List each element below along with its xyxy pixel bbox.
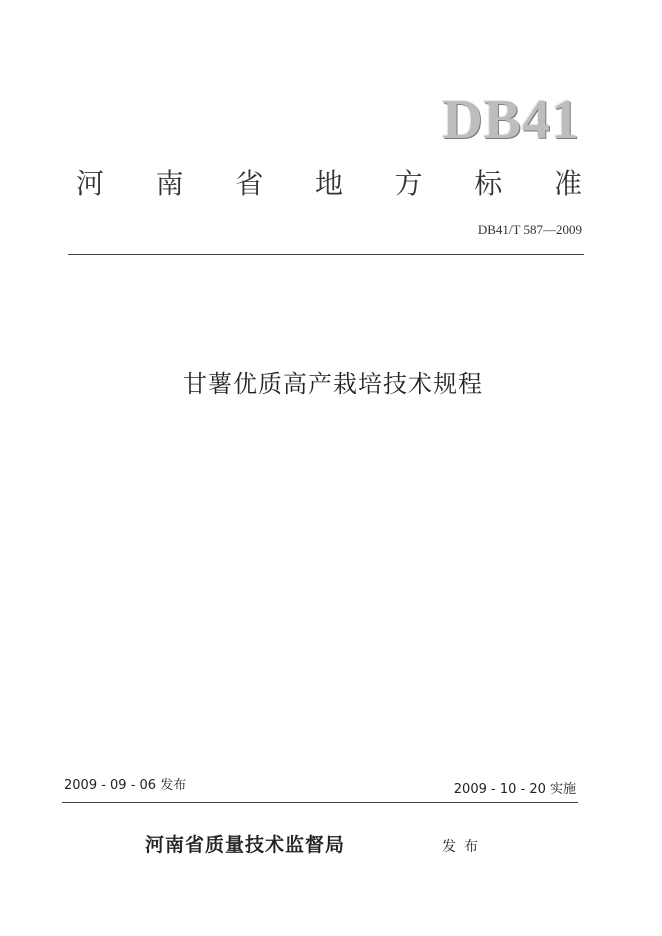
standard-type-char: 标 bbox=[474, 167, 503, 200]
standard-type-heading bbox=[76, 162, 582, 202]
issuing-authority: 河南省质量技术监督局 bbox=[145, 834, 346, 856]
standard-code-logo: DB41 bbox=[442, 89, 580, 151]
standard-number: DB41/T 587—2009 bbox=[477, 222, 582, 237]
document-title: 甘薯优质高产栽培技术规程 bbox=[183, 370, 483, 398]
standard-type-char: 南 bbox=[155, 167, 184, 200]
footer-divider bbox=[62, 802, 578, 803]
standard-type-char: 准 bbox=[553, 167, 582, 200]
standard-type-char: 方 bbox=[394, 167, 423, 200]
publish-date: 2009 - 09 - 06 发布 bbox=[64, 778, 187, 793]
implement-date: 2009 - 10 - 20 实施 bbox=[453, 782, 576, 797]
standard-type-char: 地 bbox=[314, 167, 343, 200]
issue-label: 发布 bbox=[442, 839, 486, 855]
standard-type-char: 河 bbox=[76, 167, 105, 200]
header-divider bbox=[68, 254, 584, 255]
standard-type-char: 省 bbox=[235, 167, 264, 200]
